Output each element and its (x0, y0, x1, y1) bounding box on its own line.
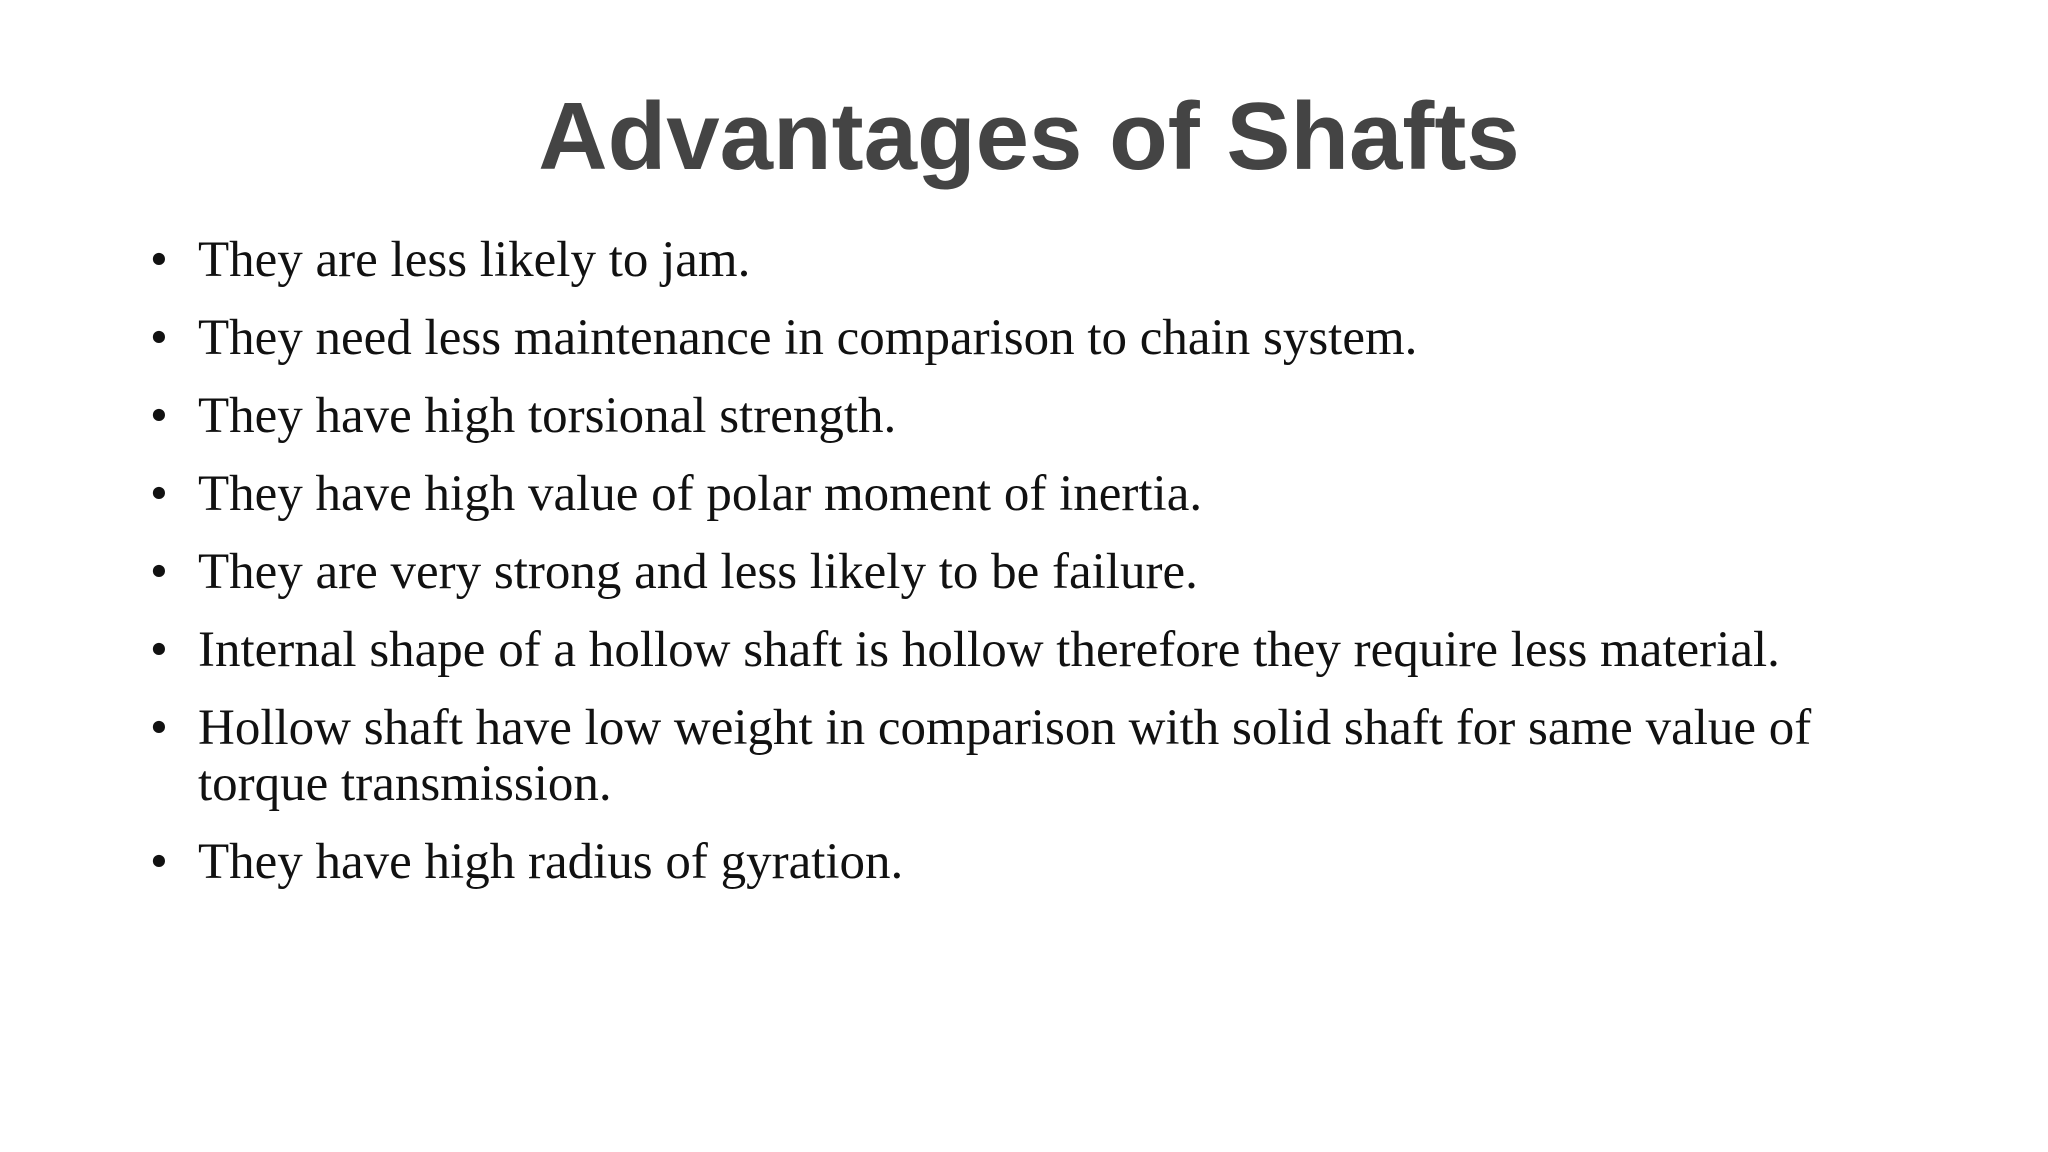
bullet-icon: • (150, 544, 168, 600)
bullet-text: Hollow shaft have low weight in comparison with solid shaft for same value of torque transmission. (198, 700, 1812, 812)
bullet-text: They are less likely to jam. (198, 232, 751, 288)
bullet-list (150, 232, 1850, 912)
bullet-icon: • (150, 834, 168, 890)
bullet-item (150, 466, 1850, 522)
bullet-icon: • (150, 310, 168, 366)
bullet-text: They need less maintenance in comparison to chain system. (198, 310, 1418, 366)
bullet-item (150, 622, 1850, 678)
slide-title: Advantages of Shafts (538, 83, 1520, 190)
bullet-icon: • (150, 388, 168, 444)
bullet-text: They have high radius of gyration. (198, 834, 904, 890)
bullet-text: They have high value of polar moment of inertia. (198, 466, 1203, 522)
bullet-item (150, 544, 1850, 600)
bullet-icon: • (150, 466, 168, 522)
bullet-item (150, 700, 1850, 812)
bullet-item (150, 834, 1850, 890)
bullet-icon: • (150, 700, 168, 756)
bullet-icon: • (150, 622, 168, 678)
bullet-item (150, 232, 1850, 288)
bullet-item (150, 388, 1850, 444)
bullet-item (150, 310, 1850, 366)
bullet-text: They are very strong and less likely to be failure. (198, 544, 1198, 600)
bullet-text: Internal shape of a hollow shaft is hollow therefore they require less material. (198, 622, 1780, 678)
bullet-text: They have high torsional strength. (198, 388, 897, 444)
bullet-icon: • (150, 232, 168, 288)
